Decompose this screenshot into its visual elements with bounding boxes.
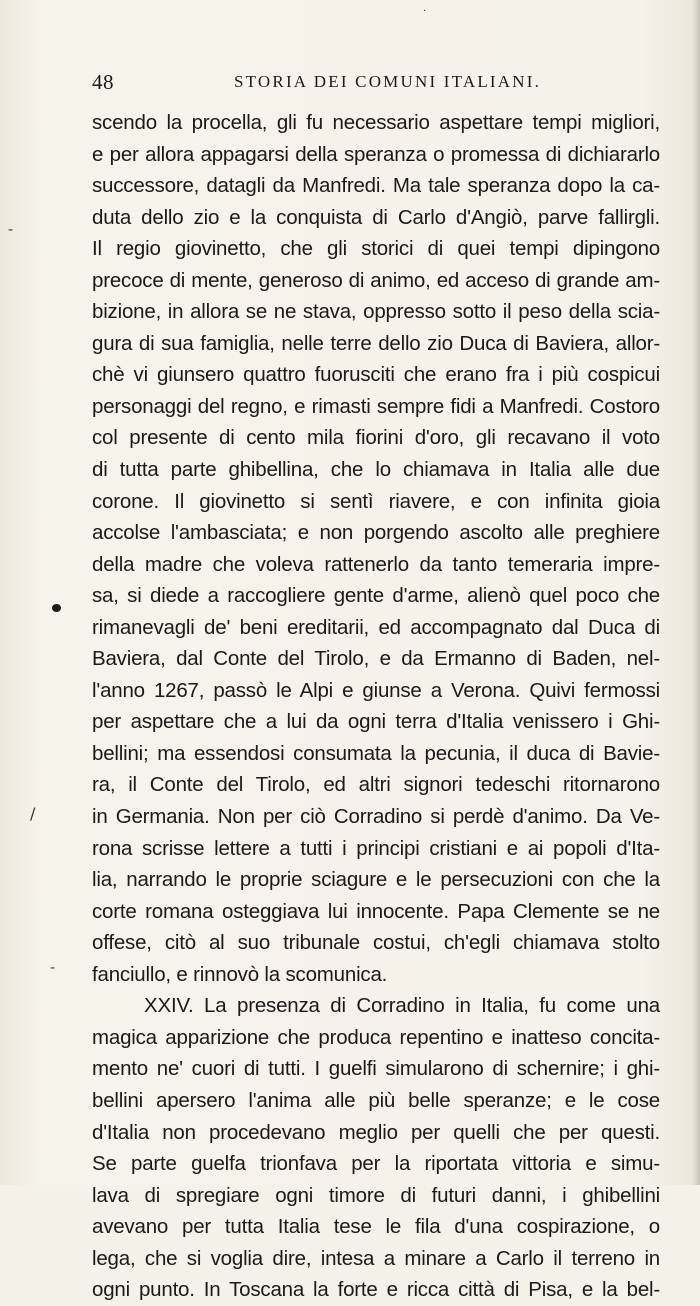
text-line: chè vi giunsero quattro fuorusciti che erano fra i più cospicui (92, 363, 660, 387)
text-line: scendo la procella, gli fu necessario aspettare tempi migliori, (92, 111, 660, 134)
text-line: della madre che voleva rattenerlo da tanto temeraria impre- (92, 552, 660, 576)
text-line: lava di spregiare ogni timore di futuri danni, i ghibellini (92, 1183, 660, 1207)
text-line: lega, che si voglia dire, intesa a minare a Carlo il terreno in (92, 1246, 660, 1270)
text-line: rimanevagli de' beni ereditarii, ed accompagnato dal Duca di (92, 615, 660, 639)
text-line: offese, citò al suo tribunale costui, ch'egli chiamava stolto (92, 931, 660, 955)
text-line: personaggi del regno, e rimasti sempre fidi a Manfredi. Costoro (92, 394, 660, 418)
text-line: rona scrisse lettere a tutti i principi cristiani e ai popoli d'Ita- (92, 836, 660, 860)
page-spine-shadow (692, 0, 700, 1185)
margin-mark-top: · (423, 6, 427, 17)
section-start-line: XXIV. La presenza di Corradino in Italia, fu come una (144, 994, 660, 1018)
text-line: corone. Il giovinetto si sentì riavere, e con infinita gioia (92, 489, 660, 513)
text-line: gura di sua famiglia, nelle terre dello zio Duca di Baviera, allor- (92, 331, 660, 355)
paragraph-end-line: fanciullo, e rinnovò la scomunica. (92, 962, 388, 986)
text-line: l'anno 1267, passò le Alpi e giunse a Verona. Quivi fermossi (92, 678, 660, 702)
text-line: duta dello zio e la conquista di Carlo d'Angiò, parve fallirgli. (92, 205, 660, 229)
text-line: bizione, in allora se ne stava, oppresso sotto il peso della scia- (92, 300, 660, 324)
margin-mark-dash-lower: - (50, 960, 56, 976)
text-line: in Germania. Non per ciò Corradino si perdè d'animo. Da Ve- (92, 805, 660, 829)
text-line: lia, narrando le proprie sciagure e le persecuzioni con che la (92, 868, 660, 892)
text-line: avevano per tutta Italia tese le fila d'una cospirazione, o (92, 1215, 660, 1239)
page-number: 48 (92, 70, 114, 94)
text-line: successore, datagli da Manfredi. Ma tale speranza dopo la ca- (92, 174, 660, 198)
margin-mark-dash: - (8, 222, 14, 238)
text-line: Il regio giovinetto, che gli storici di quei tempi dipingono (92, 237, 660, 261)
text-line: precoce di mente, generoso di animo, ed acceso di grande am- (92, 268, 660, 292)
text-line: ra, il Conte del Tirolo, ed altri signori tedeschi ritornarono (92, 773, 660, 797)
text-line: corte romana osteggiava lui innocente. Papa Clemente se ne (92, 899, 660, 923)
running-title: STORIA DEI COMUNI ITALIANI. (234, 72, 542, 91)
text-line: accolse l'ambasciata; e non porgendo ascolto alle preghiere (92, 521, 660, 545)
body-text (92, 107, 660, 1306)
margin-mark-dot (52, 604, 61, 612)
text-line: col presente di cento mila fiorini d'oro, gli recavano il voto (92, 426, 660, 450)
text-line: bellini; ma essendosi consumata la pecunia, il duca di Bavie- (92, 741, 660, 765)
text-line: per aspettare che a lui da ogni terra d'Italia venissero i Ghi- (92, 710, 660, 734)
text-line: d'Italia non procedevano meglio per quelli che per questi. (92, 1120, 660, 1144)
text-line: mento ne' cuori di tutti. I guelfi simularono di schernire; i ghi- (92, 1057, 660, 1081)
text-line: Baviera, dal Conte del Tirolo, e da Ermanno di Baden, nel- (92, 647, 660, 671)
text-line: bellini apersero l'anima alle più belle speranze; e le cose (92, 1088, 660, 1112)
text-line: ogni punto. In Toscana la forte e ricca città di Pisa, e la bel- (92, 1278, 660, 1302)
text-line: magica apparizione che produca repentino e inatteso concita- (92, 1025, 660, 1049)
text-line: e per allora appagarsi della speranza o promessa di dichiararlo (92, 142, 660, 166)
text-line: sa, si diede a raccogliere gente d'arme, alienò quel poco che (92, 584, 660, 608)
page-header (92, 70, 660, 98)
text-line: Se parte guelfa trionfava per la riportata vittoria e simu- (92, 1152, 660, 1176)
margin-mark-slash: / (30, 804, 36, 823)
text-line: di tutta parte ghibellina, che lo chiamava in Italia alle due (92, 458, 660, 482)
